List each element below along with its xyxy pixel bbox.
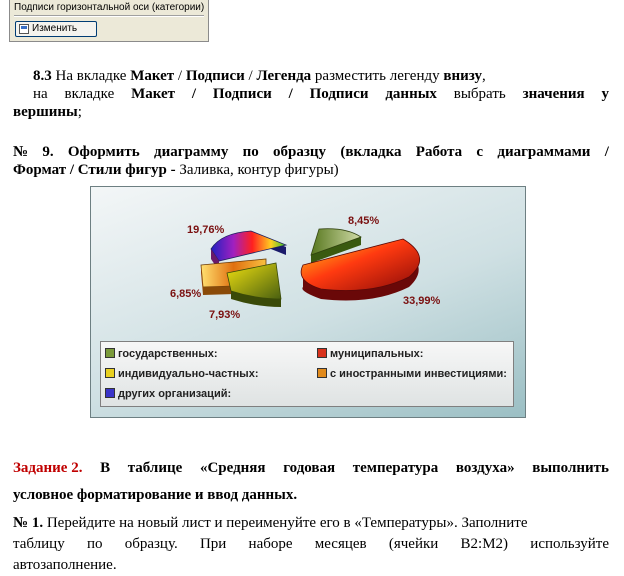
word: Макет [131, 86, 176, 102]
dialog-separator [14, 15, 204, 17]
range-edit-icon [19, 24, 29, 34]
word: образцу [273, 144, 327, 160]
text: разместить легенду [311, 68, 444, 84]
word: данных [385, 86, 437, 102]
word: температура [352, 460, 439, 476]
word: по [86, 536, 103, 552]
legend-swatch [317, 368, 327, 378]
task-2-line2: условное форматирование и ввод данных. [13, 487, 298, 503]
legend-label: с иностранными инвестициями: [330, 368, 507, 380]
bold-text: внизу [443, 68, 482, 84]
subtask-1-line2 [13, 535, 609, 553]
step-8-3-line2 [33, 85, 609, 103]
text: На вкладке [51, 68, 131, 84]
subtask-1-line1 [13, 514, 528, 532]
legend-item-inostrannye-investicii [317, 368, 507, 380]
word: Работа [415, 144, 463, 160]
edit-button[interactable] [15, 21, 97, 37]
legend-swatch [105, 348, 115, 358]
data-label-8-45: 8,45% [348, 215, 380, 227]
word: вкладке [64, 86, 115, 102]
word: Подписи [212, 86, 272, 102]
step-number: 8.3 [33, 68, 52, 84]
task-2-title: Задание 2. [13, 460, 83, 476]
word: наборе [248, 536, 293, 552]
legend-label: индивидуально-частных: [118, 368, 259, 380]
horizontal-axis-labels-caption: Подписи горизонтальной оси (категории) [14, 2, 205, 13]
bold-text: Легенда [256, 68, 312, 84]
word: / [288, 86, 293, 102]
word: выбрать [453, 86, 506, 102]
legend-swatch [105, 368, 115, 378]
bold-text: Макет [130, 68, 175, 84]
data-label-6-85: 6,85% [170, 288, 202, 300]
word: месяцев [314, 536, 367, 552]
pie-chart [90, 186, 526, 418]
legend-item-individualno-chastnyh [105, 368, 259, 380]
legend-label: других организаций: [118, 388, 232, 400]
bold-text: Формат / Стили фигур - [13, 162, 180, 178]
word: (ячейки [388, 536, 439, 552]
word: № [13, 144, 29, 160]
word: диаграмму [154, 144, 229, 160]
word: В [100, 460, 111, 476]
legend-item-drugih-organizaciy [105, 388, 231, 400]
word: у [601, 86, 609, 102]
word: с [476, 144, 484, 160]
task-2-line1 [13, 459, 609, 477]
word: годовая [283, 460, 336, 476]
text: / [244, 68, 257, 84]
word: на [33, 86, 48, 102]
subtask-number: № 1. [13, 515, 44, 531]
word: / [604, 144, 609, 160]
word: «Средняя [199, 460, 266, 476]
word: выполнить [532, 460, 609, 476]
legend-swatch [105, 388, 115, 398]
word: При [199, 536, 227, 552]
text: Перейдите на новый лист и переименуйте его в «Температуры». Заполните [43, 515, 528, 531]
word: таблицу [13, 536, 65, 552]
data-label-19-76: 19,76% [187, 224, 225, 236]
edit-button-label: Изменить [32, 23, 78, 34]
word: диаграммами [497, 144, 591, 160]
word: (вкладка [340, 144, 402, 160]
legend-label: государственных: [118, 348, 218, 360]
word: B2:M2) [460, 536, 509, 552]
step-8-3-line3 [13, 103, 82, 121]
word: Оформить [67, 144, 140, 160]
legend-item-gosudarstvennyh [105, 348, 218, 360]
text: Заливка, контур фигуры) [179, 162, 339, 178]
word: таблице [127, 460, 183, 476]
subtask-1-line3: автозаполнение. [13, 557, 117, 573]
text: / [174, 68, 186, 84]
legend-item-municipalnyh [317, 348, 423, 360]
text: , [481, 68, 486, 84]
word: 9. [42, 144, 54, 160]
word: используйте [530, 536, 609, 552]
word: по [242, 144, 259, 160]
text: ; [77, 104, 82, 120]
step-8-3-line1 [33, 67, 486, 85]
data-label-7-93: 7,93% [209, 309, 241, 321]
data-label-33-99: 33,99% [403, 295, 441, 307]
word: значения [522, 86, 585, 102]
bold-text: Подписи [185, 68, 245, 84]
axis-labels-dialog-fragment [9, 0, 209, 42]
task-9-line2 [13, 161, 339, 179]
legend-label: муниципальных: [330, 348, 424, 360]
word: образцу. [124, 536, 178, 552]
chart-legend [100, 341, 514, 407]
task-9-line1 [13, 143, 609, 161]
bold-text: вершины [13, 104, 78, 120]
word: Подписи [309, 86, 369, 102]
word: / [191, 86, 197, 102]
legend-swatch [317, 348, 327, 358]
word: воздуха» [455, 460, 515, 476]
